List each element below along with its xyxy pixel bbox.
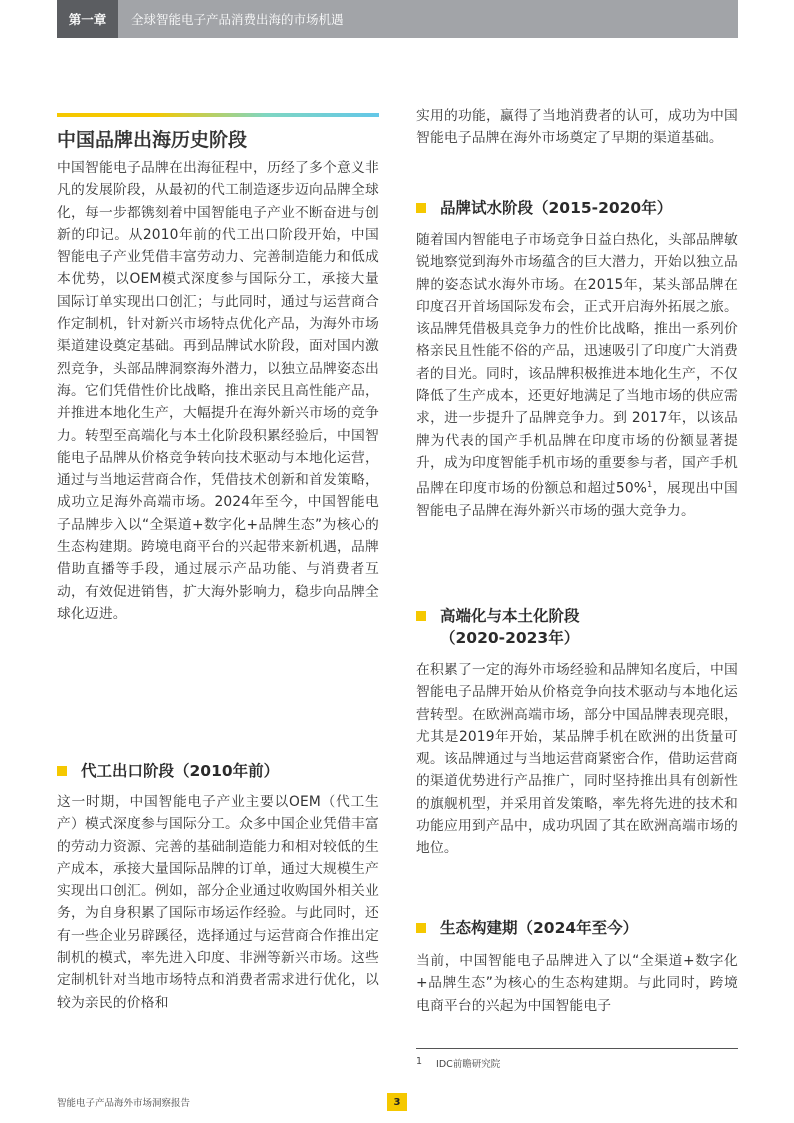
footnote-divider [416,1048,738,1049]
stage3-body: 在积累了一定的海外市场经验和品牌知名度后，中国智能电子品牌开始从价格竞争向技术驱动与本地化运营转型。在欧洲高端市场，部分中国品牌表现亮眼，尤其是2019年开始，某品牌手机在欧洲的出货量可观。该品牌通过与当地运营商紧密合作，借助运营商的渠道优势进行产品推广，同时坚持推出具有创新性的旗舰机型，并采用首发策略，率先将先进的技术和功能应用到产品中，成功巩固了其在欧洲高端市场的地位。 [416,662,738,857]
stage1-heading-text: 代工出口阶段（2010年前） [81,762,280,780]
stage2-heading-text: 品牌试水阶段（2015-2020年） [440,199,673,217]
heading-marker-icon [416,611,426,621]
section-intro: 中国智能电子品牌在出海征程中，历经了多个意义非凡的发展阶段，从最初的代工制造逐步迈向品牌全球化，每一步都镌刻着中国智能电子产业不断奋进与创新的印记。从2010年前的代工出口阶段开始，中国智能电子产业凭借丰富劳动力、完善制造能力和低成本优势，以OEM模式深度参与国际分工，承接大量国际订单实现出口创汇；与此同时，通过与运营商合作定制机，针对新兴市场特点优化产品，为海外市场渠道建设奠定基础。再到品牌试水阶段，面对国内激烈竞争，头部品牌洞察海外潜力，以独立品牌姿态出海。它们凭借性价比战略，推出亲民且高性能产品，并推进本地化生产，大幅提升在海外新兴市场的竞争力。转型至高端化与本土化阶段积累经验后，中国智能电子品牌从价格竞争转向技术驱动与本地化运营，通过与当地运营商合作，凭借技术创新和首发策略，成功立足海外高端市场。2024年至今，中国智能电子品牌步入以“全渠道+数字化+品牌生态”为核心的生态构建期。跨境电商平台的兴起带来新机遇，品牌借助直播等手段，通过展示产品功能、与消费者互动，有效促进销售，扩大海外影响力，稳步向品牌全球化迈进。 [57,160,379,622]
stage4-heading-text: 生态构建期（2024年至今） [440,919,639,937]
chapter-label: 第一章 [57,0,118,38]
stage3-heading-text: 高端化与本土化阶段 （2020-2023年） [440,607,580,647]
stage2-heading [416,197,672,219]
stage1-body: 这一时期，中国智能电子产业主要以OEM（代工生产）模式深度参与国际分工。众多中国企业凭借丰富的劳动力资源、完善的基础制造能力和相对较低的生产成本，承接大量国际品牌的订单，通过大规模生产实现出口创汇。例如，部分企业通过收购国外相关业务，为自身积累了国际市场运作经验。与此同时，还有一些企业另辟蹊径，选择通过与运营商合作推出定制机的模式，率先进入印度、非洲等新兴市场。这些定制机针对当地市场特点和消费者需求进行优化，以较为亲民的价格和 [57,794,379,1011]
chapter-header-bar [57,0,738,38]
footer-report-title: 智能电子产品海外市场洞察报告 [57,1098,191,1109]
stage3-heading [416,605,580,649]
stage1-continuation: 实用的功能，赢得了当地消费者的认可，成功为中国智能电子品牌在海外市场奠定了早期的渠道基础。 [416,108,738,147]
stage4-body: 当前，中国智能电子品牌进入了以“全渠道+数字化+品牌生态”为核心的生态构建期。与此同时，跨境电商平台的兴起为中国智能电子 [416,953,738,1014]
footnote-ref: 1 [647,480,653,490]
heading-marker-icon [416,923,426,933]
page-number: 3 [387,1093,407,1111]
stage2-body [416,229,738,522]
footnote-text: IDC前瞻研究院 [436,1059,501,1070]
heading-marker-icon [416,203,426,213]
section-title: 中国品牌出海历史阶段 [57,129,248,151]
stage1-heading [57,760,279,782]
stage2-body-text: 随着国内智能电子市场竞争日益白热化，头部品牌敏锐地察觉到海外市场蕴含的巨大潜力，开始以独立品牌的姿态试水海外市场。在2015年，某头部品牌在印度召开首场国际发布会，正式开启海外拓展之旅。该品牌凭借极具竞争力的性价比战略，推出一系列价格亲民且性能不俗的产品，迅速吸引了印度广大消费者的目光。同时，该品牌积极推进本地化生产，不仅降低了生产成本，还更好地满足了当地市场的供应需求，进一步提升了品牌竞争力。到 2017年，以该品牌为代表的国产手机品牌在印度市场的份额显著提升，成为印度智能手机市场的重要参与者，国产手机品牌在印度市场的份额总和超过50% [416,232,738,497]
stage4-heading [416,917,638,939]
chapter-title: 全球智能电子产品消费出海的市场机遇 [131,12,344,27]
heading-marker-icon [57,766,67,776]
footnote-number: 1 [416,1056,423,1067]
section-accent-line [57,113,379,117]
stage2-body-text-end: ，展现出中国智能电子品牌在海外新兴市场的强大竞争力。 [416,480,738,520]
footnote [416,1056,500,1070]
